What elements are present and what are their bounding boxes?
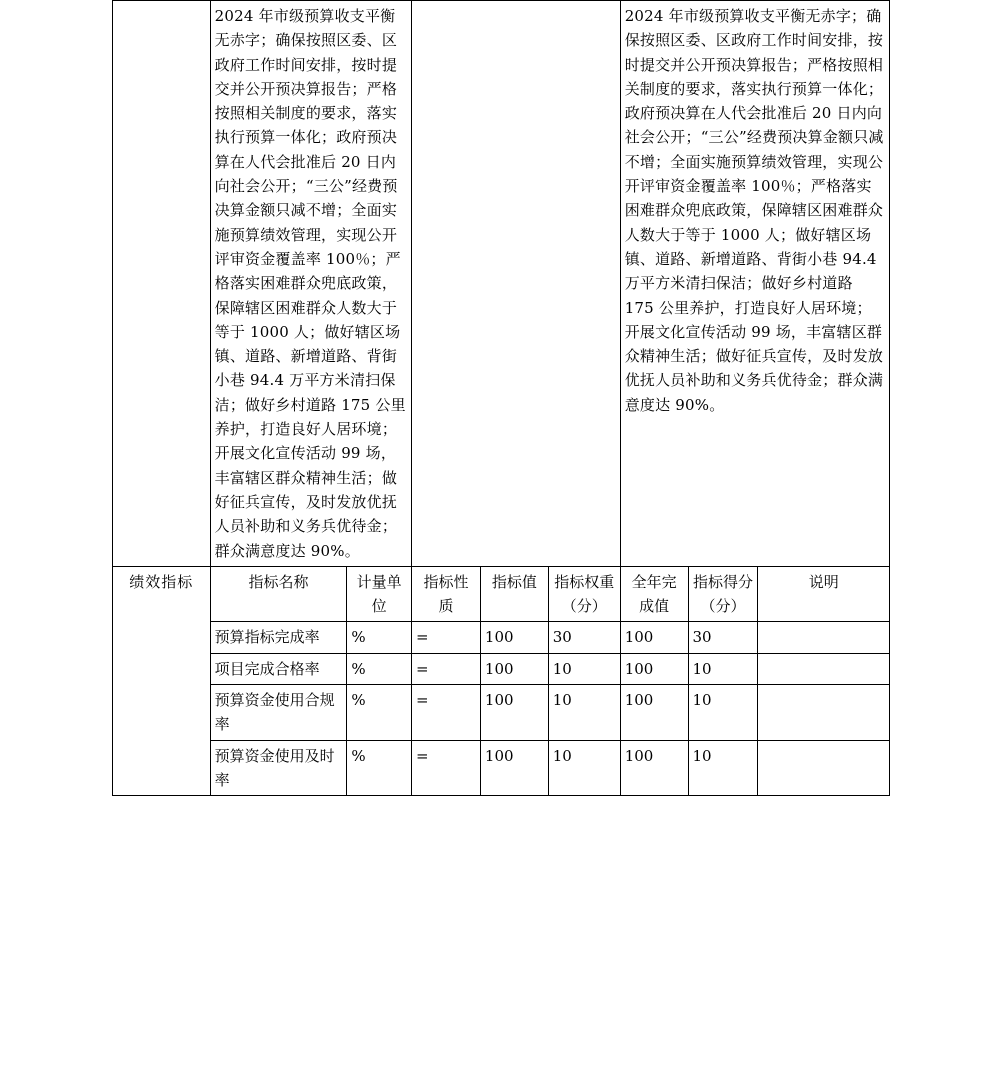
header-value: 指标值 — [480, 566, 548, 622]
indicator-weight: 30 — [548, 622, 620, 653]
indicator-note — [758, 685, 890, 741]
indicator-property: = — [412, 622, 481, 653]
indicator-score: 10 — [688, 740, 758, 796]
table-row — [113, 1, 890, 567]
indicator-name: 预算资金使用及时率 — [210, 740, 347, 796]
budget-performance-table — [112, 0, 890, 796]
indicator-score: 30 — [688, 622, 758, 653]
header-score: 指标得分（分） — [688, 566, 758, 622]
indicator-note — [758, 622, 890, 653]
indicator-value: 100 — [480, 685, 548, 741]
indicator-value: 100 — [480, 622, 548, 653]
indicator-property: = — [412, 740, 481, 796]
indicator-score: 10 — [688, 653, 758, 684]
metric-header-row — [113, 566, 890, 622]
table-row — [113, 740, 890, 796]
table-row — [113, 685, 890, 741]
annual-target-narrow-text: 2024 年市级预算收支平衡无赤字；确保按照区委、区政府工作时间安排，按时提交并公开预决算报告；严格按照相关制度的要求，落实执行预算一体化；政府预决算在人代会批准后 20 日内向社会公开；“三公”经费预决算金额只减不增；全面实施预算绩效管理，实现公开评审资金覆盖率 100％；严格落实困难群众兜底政策，保障辖区困难群众人数大于等于 1000 人；做好辖区场镇、道路、新增道路、背街小巷 94.4 万平方米清扫保洁；做好乡村道路 175 公里养护，打造良好人居环境；开展文化宣传活动 99 场，丰富辖区群众精神生活；做好征兵宣传，及时发放优抚人员补助和义务兵优待金；群众满意度达 90%。 — [210, 1, 411, 567]
indicator-property: = — [412, 653, 481, 684]
indicator-name: 预算资金使用合规率 — [210, 685, 347, 741]
annual-target-wide-text: 2024 年市级预算收支平衡无赤字；确保按照区委、区政府工作时间安排，按时提交并公开预决算报告；严格按照相关制度的要求，落实执行预算一体化；政府预决算在人代会批准后 20 日内向社会公开；“三公”经费预决算金额只减不增；全面实施预算绩效管理，实现公开评审资金覆盖率 100％；严格落实困难群众兜底政策，保障辖区困难群众人数大于等于 1000 人；做好辖区场镇、道路、新增道路、背街小巷 94.4 万平方米清扫保洁；做好乡村道路 175 公里养护，打造良好人居环境；开展文化宣传活动 99 场，丰富辖区群众精神生活；做好征兵宣传，及时发放优抚人员补助和义务兵优待金；群众满意度达 90%。 — [620, 1, 889, 567]
indicator-score: 10 — [688, 685, 758, 741]
indicator-note — [758, 740, 890, 796]
performance-indicator-label: 绩效指标 — [113, 566, 211, 795]
indicator-weight: 10 — [548, 740, 620, 796]
header-indicator-name: 指标名称 — [210, 566, 347, 622]
top-left-empty-cell — [113, 1, 211, 567]
indicator-unit: % — [347, 653, 412, 684]
header-unit: 计量单位 — [347, 566, 412, 622]
indicator-year-actual: 100 — [620, 685, 688, 741]
indicator-name: 项目完成合格率 — [210, 653, 347, 684]
indicator-weight: 10 — [548, 653, 620, 684]
header-note: 说明 — [758, 566, 890, 622]
table-row — [113, 622, 890, 653]
indicator-note — [758, 653, 890, 684]
indicator-unit: % — [347, 622, 412, 653]
indicator-year-actual: 100 — [620, 740, 688, 796]
indicator-name: 预算指标完成率 — [210, 622, 347, 653]
header-year-actual: 全年完成值 — [620, 566, 688, 622]
indicator-year-actual: 100 — [620, 622, 688, 653]
table-row — [113, 653, 890, 684]
indicator-value: 100 — [480, 653, 548, 684]
annual-target-middle-blank — [412, 1, 621, 567]
indicator-value: 100 — [480, 740, 548, 796]
indicator-property: = — [412, 685, 481, 741]
indicator-year-actual: 100 — [620, 653, 688, 684]
indicator-unit: % — [347, 740, 412, 796]
indicator-unit: % — [347, 685, 412, 741]
header-property: 指标性质 — [412, 566, 481, 622]
header-weight: 指标权重（分） — [548, 566, 620, 622]
indicator-weight: 10 — [548, 685, 620, 741]
